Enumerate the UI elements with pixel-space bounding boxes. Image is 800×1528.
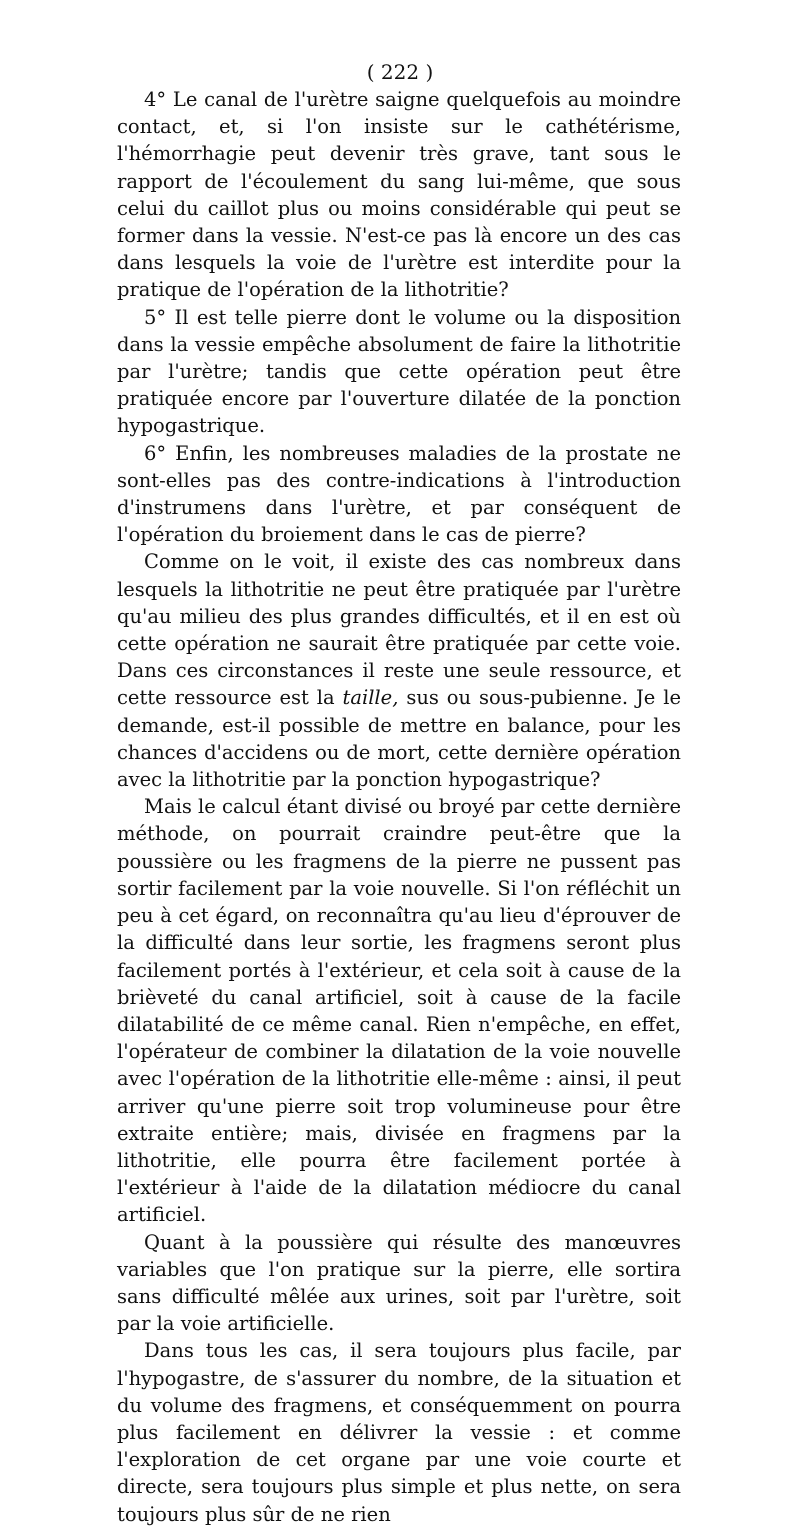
paragraph-dans: Dans tous les cas, il sera toujours plus facile, par l'hypogastre, de s'assurer du nombre, de la situation et du volume des fragmens, et conséquemment on pourra plus facilement en délivrer la vessie : et comme l'exploration de cet organe par une voie courte et directe, sera toujours plus simple et plus nette, on sera toujours plus sûr de ne rien: [117, 1339, 681, 1526]
paragraph-comme: [117, 548, 681, 793]
paragraph-4: 4° Le canal de l'urètre saigne quelquefois au moindre contact, et, si l'on insiste sur le cathétérisme, l'hémorrhagie peut devenir très grave, tant sous le rapport de l'écoulement du sang lui-même, que sous celui du caillot plus ou moins considérable qui peut se former dans la vessie. N'est-ce pas là encore un des cas dans lesquels la voie de l'urètre est interdite pour la pratique de l'opération de la lithotritie?: [117, 88, 681, 302]
body-text: [117, 86, 681, 1528]
page-number: ( 222 ): [366, 60, 434, 84]
paragraph-quant: Quant à la poussière qui résulte des manœuvres variables que l'on pratique sur la pierre, elle sortira sans difficulté mêlée aux urines, soit par l'urètre, soit par la voie artificielle.: [117, 1230, 681, 1336]
italic-taille: taille,: [342, 686, 399, 710]
paragraph-mais: Mais le calcul étant divisé ou broyé par cette dernière méthode, on pourrait craindre peut-être que la poussière ou les fragmens de la pierre ne pussent pas sortir facilement par la voie nouvelle. Si l'on réfléchit un peu à cet égard, on reconnaîtra qu'au lieu d'éprouver de la difficulté dans leur sortie, les fragmens seront plus facilement portés à l'extérieur, et cela soit à cause de la brièveté du canal artificiel, soit à cause de la facile dilatabilité de ce même canal. Rien n'empêche, en effet, l'opérateur de combiner la dilatation de la voie nouvelle avec l'opération de la lithotritie elle-même : ainsi, il peut arriver qu'une pierre soit trop volumineuse pour être extraite entière; mais, divisée en fragmens par la lithotritie, elle pourra être facilement portée à l'extérieur à l'aide de la dilatation médiocre du canal artificiel.: [117, 795, 681, 1227]
paragraph-6: 6° Enfin, les nombreuses maladies de la prostate ne sont-elles pas des contre-indications à l'introduction d'instrumens dans l'urètre, et par conséquent de l'opération du broiement dans le cas de pierre?: [117, 441, 681, 547]
paragraph-comme-text-2: sus ou sous-pubienne. Je le demande, est-il possible de mettre en balance, pour les chances d'accidens ou de mort, cette dernière opération avec la lithotritie par la ponction hypogastrique?: [117, 686, 682, 792]
paragraph-comme-text-1: Comme on le voit, il existe des cas nombreux dans lesquels la lithotritie ne peut être pratiquée par l'urètre qu'au milieu des plus grandes difficultés, et il en est où cette opération ne saurait être pratiquée par cette voie. Dans ces circonstances il reste une seule ressource, et cette ressource est la: [117, 550, 681, 710]
paragraph-5: 5° Il est telle pierre dont le volume ou la disposition dans la vessie empêche absolument de faire la lithotritie par l'urètre; tandis que cette opération peut être pratiquée encore par l'ouverture dilatée de la ponction hypogastrique.: [117, 305, 681, 438]
